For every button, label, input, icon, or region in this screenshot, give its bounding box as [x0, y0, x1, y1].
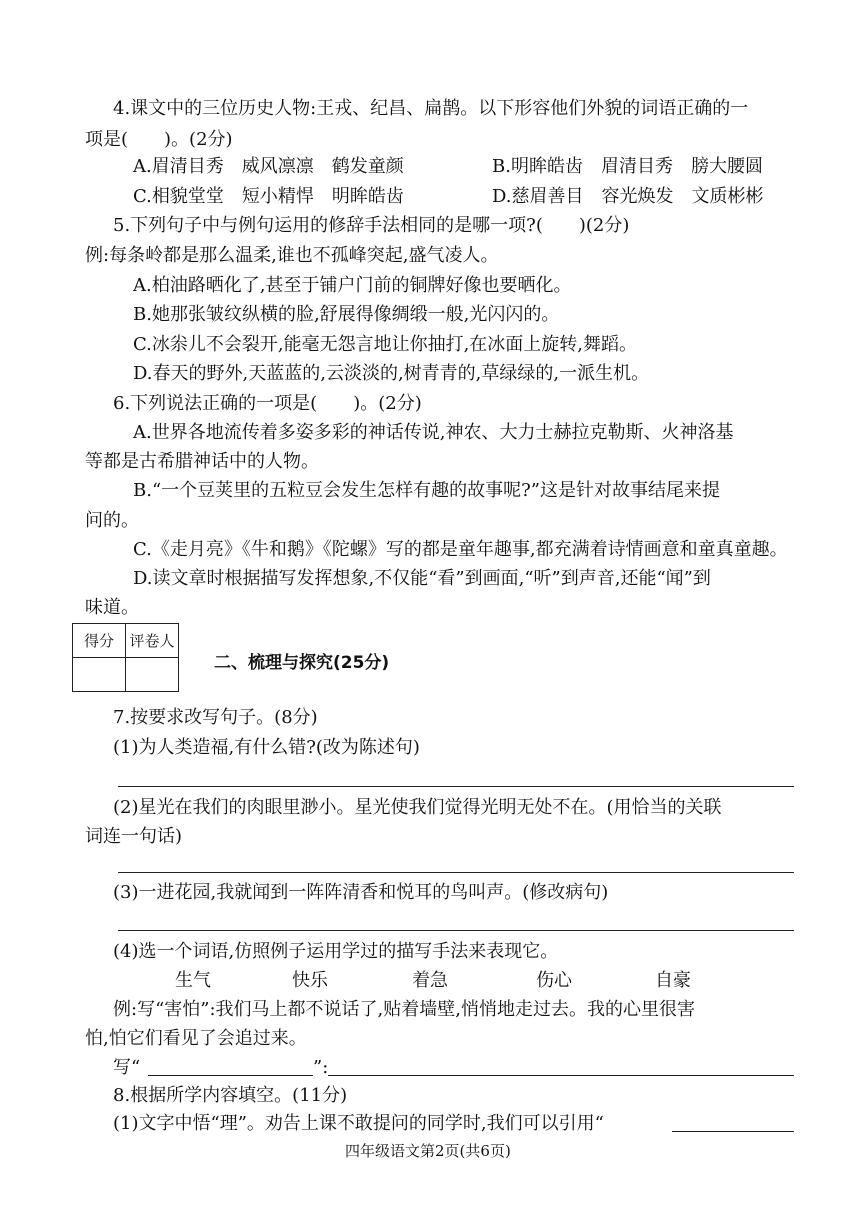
q7-word-1: 生气: [175, 970, 211, 991]
q7-sub4: (4)选一个词语,仿照例子运用学过的描写手法来表现它。: [113, 941, 559, 962]
q7-stem: 7.按要求改写句子。(8分): [113, 707, 318, 728]
q4-stem-line2: 项是( )。(2分): [85, 129, 233, 150]
q7-example-line1: 例:写“害怕”:我们马上都不说话了,贴着墙壁,悄悄地走过去。我的心里很害: [113, 999, 695, 1020]
q5-option-c: C.冰尜儿不会裂开,能毫无怨言地让你抽打,在冰面上旋转,舞蹈。: [133, 334, 638, 355]
q6-option-b-line2: 问的。: [85, 510, 139, 531]
q6-option-a-line2: 等都是古希腊神话中的人物。: [85, 451, 319, 472]
grader-cell[interactable]: [126, 658, 179, 692]
q6-option-c: C.《走月亮》《牛和鹅》《陀螺》写的都是童年趣事,都充满着诗情画意和童真童趣。: [133, 539, 788, 560]
section-2-heading: 二、梳理与探究(25分): [214, 653, 390, 673]
q6-option-d-line1: D.读文章时根据描写发挥想象,不仅能“看”到画面,“听”到声音,还能“闻”到: [133, 568, 711, 589]
q5-option-a: A.柏油路晒化了,甚至于铺户门前的铜牌好像也要晒化。: [133, 275, 572, 296]
q7-word-blank[interactable]: [148, 1075, 313, 1076]
page-footer: 四年级语文第2页(共6页): [345, 1142, 511, 1160]
q7-sub2-line1: (2)星光在我们的肉眼里渺小。星光使我们觉得光明无处不在。(用恰当的关联: [113, 797, 722, 818]
q5-option-d: D.春天的野外,天蓝蓝的,云淡淡的,树青青的,草绿绿的,一派生机。: [133, 363, 650, 384]
q8-sub1-blank[interactable]: [672, 1131, 794, 1132]
q4-option-c: C.相貌堂堂 短小精悍 明眸皓齿: [133, 186, 404, 207]
q7-sub2-answer-line[interactable]: [118, 872, 794, 873]
q8-sub1: (1)文字中悟“理”。劝告上课不敢提问的同学时,我们可以引用“: [113, 1113, 604, 1134]
grader-label: 评卷人: [126, 624, 179, 658]
q8-stem: 8.根据所学内容填空。(11分): [113, 1085, 348, 1106]
q7-sub3-answer-line[interactable]: [118, 930, 794, 931]
q5-stem: 5.下列句子中与例句运用的修辞手法相同的是哪一项?( )(2分): [113, 215, 630, 236]
q7-sub4-answer-line[interactable]: [328, 1075, 794, 1076]
q7-sub3: (3)一进花园,我就闻到一阵阵清香和悦耳的鸟叫声。(修改病句): [113, 882, 609, 903]
q7-example-line2: 怕,怕它们看见了会追过来。: [85, 1028, 307, 1049]
q4-option-d: D.慈眉善目 容光焕发 文质彬彬: [492, 186, 764, 207]
score-cell[interactable]: [73, 658, 126, 692]
q6-option-a-line1: A.世界各地流传着多姿多彩的神话传说,神农、大力士赫拉克勒斯、火神洛基: [133, 422, 734, 443]
q7-word-3: 着急: [412, 970, 448, 991]
q7-write-suffix: ”:: [313, 1057, 329, 1078]
q7-sub2-line2: 词连一句话): [85, 826, 183, 847]
q4-option-a: A.眉清目秀 威风凛凛 鹤发童颜: [133, 156, 404, 177]
q7-sub1-answer-line[interactable]: [118, 786, 794, 787]
q6-option-b-line1: B.“一个豆荚里的五粒豆会发生怎样有趣的故事呢?”这是针对故事结尾来提: [133, 480, 721, 501]
q6-stem: 6.下列说法正确的一项是( )。(2分): [113, 393, 422, 414]
q5-example: 例:每条岭都是那么温柔,谁也不孤峰突起,盛气凌人。: [85, 245, 499, 266]
score-table: [72, 623, 179, 692]
q4-stem-line1: 4.课文中的三位历史人物:王戎、纪昌、扁鹊。以下形容他们外貌的词语正确的一: [113, 98, 749, 119]
q7-word-5: 自豪: [655, 970, 691, 991]
q6-option-d-line2: 味道。: [85, 597, 139, 618]
score-label: 得分: [73, 624, 126, 658]
q7-sub1: (1)为人类造福,有什么错?(改为陈述句): [113, 737, 420, 758]
q7-word-2: 快乐: [292, 970, 328, 991]
q5-option-b: B.她那张皱纹纵横的脸,舒展得像绸缎一般,光闪闪的。: [133, 304, 560, 325]
q7-write-prefix: 写“: [113, 1057, 141, 1078]
q7-word-4: 伤心: [536, 970, 572, 991]
q4-option-b: B.明眸皓齿 眉清目秀 膀大腰圆: [492, 156, 763, 177]
